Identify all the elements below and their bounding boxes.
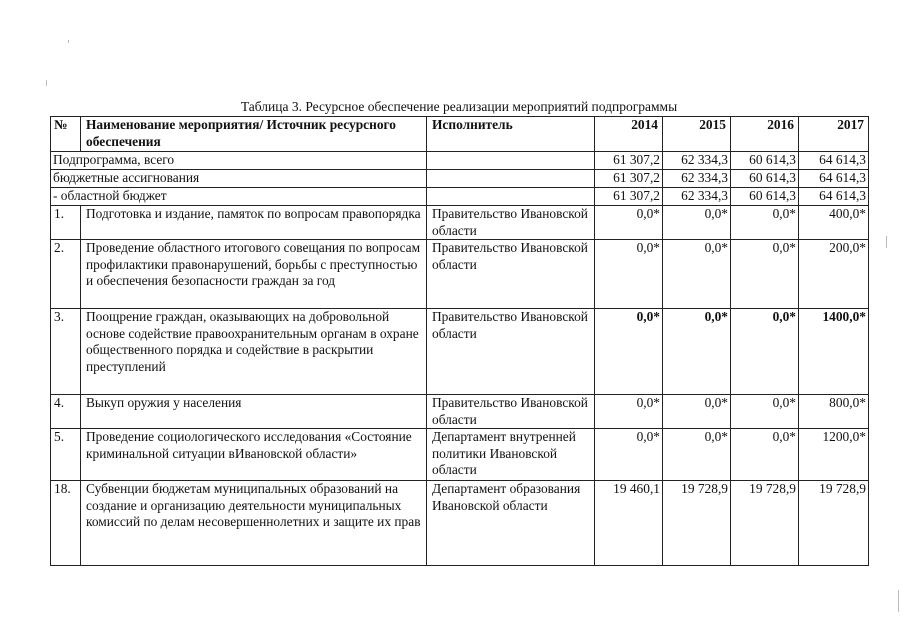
summary-value: 61 307,2 <box>595 188 663 206</box>
summary-executor-empty <box>427 152 595 170</box>
summary-label: - областной бюджет <box>51 188 427 206</box>
summary-label: бюджетные ассигнования <box>51 170 427 188</box>
row-value: 0,0* <box>595 309 663 395</box>
row-num: 2. <box>51 240 81 309</box>
header-year-2017: 2017 <box>799 117 869 152</box>
row-value: 0,0* <box>731 240 799 309</box>
row-value: 0,0* <box>663 240 731 309</box>
summary-row-budget <box>51 170 869 188</box>
row-num: 18. <box>51 481 81 566</box>
row-value: 200,0* <box>799 240 869 309</box>
row-value: 19 460,1 <box>595 481 663 566</box>
row-num: 5. <box>51 429 81 481</box>
summary-value: 61 307,2 <box>595 170 663 188</box>
table-caption: Таблица 3. Ресурсное обеспечение реализации мероприятий подпрограммы <box>240 99 678 114</box>
table-row <box>51 429 869 481</box>
row-value: 19 728,9 <box>663 481 731 566</box>
row-value: 19 728,9 <box>799 481 869 566</box>
row-executor: Правительство Ивановской области <box>427 395 595 429</box>
row-value: 0,0* <box>663 309 731 395</box>
scan-speck <box>68 40 69 43</box>
header-row <box>51 117 869 152</box>
summary-value: 62 334,3 <box>663 188 731 206</box>
row-value: 1400,0* <box>799 309 869 395</box>
resource-table <box>50 116 869 566</box>
summary-value: 64 614,3 <box>799 170 869 188</box>
row-value: 0,0* <box>731 206 799 240</box>
row-value: 0,0* <box>663 429 731 481</box>
row-executor: Правительство Ивановской области <box>427 309 595 395</box>
row-value: 0,0* <box>731 429 799 481</box>
table-row <box>51 206 869 240</box>
summary-executor-empty <box>427 170 595 188</box>
summary-value: 62 334,3 <box>663 152 731 170</box>
header-num: № <box>51 117 81 152</box>
row-name: Поощрение граждан, оказывающих на добровольной основе содействие правоохранительным органам в охране общественного порядка и содействие в раскрытии преступлений <box>81 309 427 395</box>
scan-speck <box>886 236 887 248</box>
row-value: 800,0* <box>799 395 869 429</box>
summary-executor-empty <box>427 188 595 206</box>
row-name: Субвенции бюджетам муниципальных образований на создание и организацию деятельности муниципальных комиссий по делам несовершеннолетних и защите их прав <box>81 481 427 566</box>
row-value: 0,0* <box>595 206 663 240</box>
row-num: 3. <box>51 309 81 395</box>
summary-value: 60 614,3 <box>731 152 799 170</box>
summary-row-regional <box>51 188 869 206</box>
row-value: 0,0* <box>663 206 731 240</box>
row-name: Проведение социологического исследования «Состояние криминальной ситуации вИвановской области» <box>81 429 427 481</box>
summary-value: 64 614,3 <box>799 188 869 206</box>
row-value: 0,0* <box>595 429 663 481</box>
row-name: Подготовка и издание, памяток по вопросам правопорядка <box>81 206 427 240</box>
row-value: 0,0* <box>595 240 663 309</box>
summary-value: 60 614,3 <box>731 170 799 188</box>
row-executor: Департамент образования Ивановской области <box>427 481 595 566</box>
scan-speck <box>898 590 899 612</box>
summary-row-total <box>51 152 869 170</box>
table-row <box>51 481 869 566</box>
table-row <box>51 240 869 309</box>
table-row <box>51 309 869 395</box>
row-value: 1200,0* <box>799 429 869 481</box>
header-year-2015: 2015 <box>663 117 731 152</box>
row-num: 4. <box>51 395 81 429</box>
summary-label: Подпрограмма, всего <box>51 152 427 170</box>
header-year-2016: 2016 <box>731 117 799 152</box>
row-value: 19 728,9 <box>731 481 799 566</box>
row-executor: Департамент внутренней политики Ивановской области <box>427 429 595 481</box>
row-name: Выкуп оружия у населения <box>81 395 427 429</box>
scan-speck <box>46 80 47 86</box>
row-name: Проведение областного итогового совещания по вопросам профилактики правонарушений, борьбы с преступностью и обеспечения безопасности граждан за год <box>81 240 427 309</box>
row-value: 0,0* <box>731 309 799 395</box>
row-value: 0,0* <box>595 395 663 429</box>
row-executor: Правительство Ивановской области <box>427 206 595 240</box>
row-executor: Правительство Ивановской области <box>427 240 595 309</box>
summary-value: 62 334,3 <box>663 170 731 188</box>
table-row <box>51 395 869 429</box>
header-executor: Исполнитель <box>427 117 595 152</box>
row-value: 0,0* <box>731 395 799 429</box>
summary-value: 60 614,3 <box>731 188 799 206</box>
row-num: 1. <box>51 206 81 240</box>
row-value: 400,0* <box>799 206 869 240</box>
summary-value: 64 614,3 <box>799 152 869 170</box>
row-value: 0,0* <box>663 395 731 429</box>
summary-value: 61 307,2 <box>595 152 663 170</box>
header-name: Наименование мероприятия/ Источник ресурсного обеспечения <box>81 117 427 152</box>
header-year-2014: 2014 <box>595 117 663 152</box>
